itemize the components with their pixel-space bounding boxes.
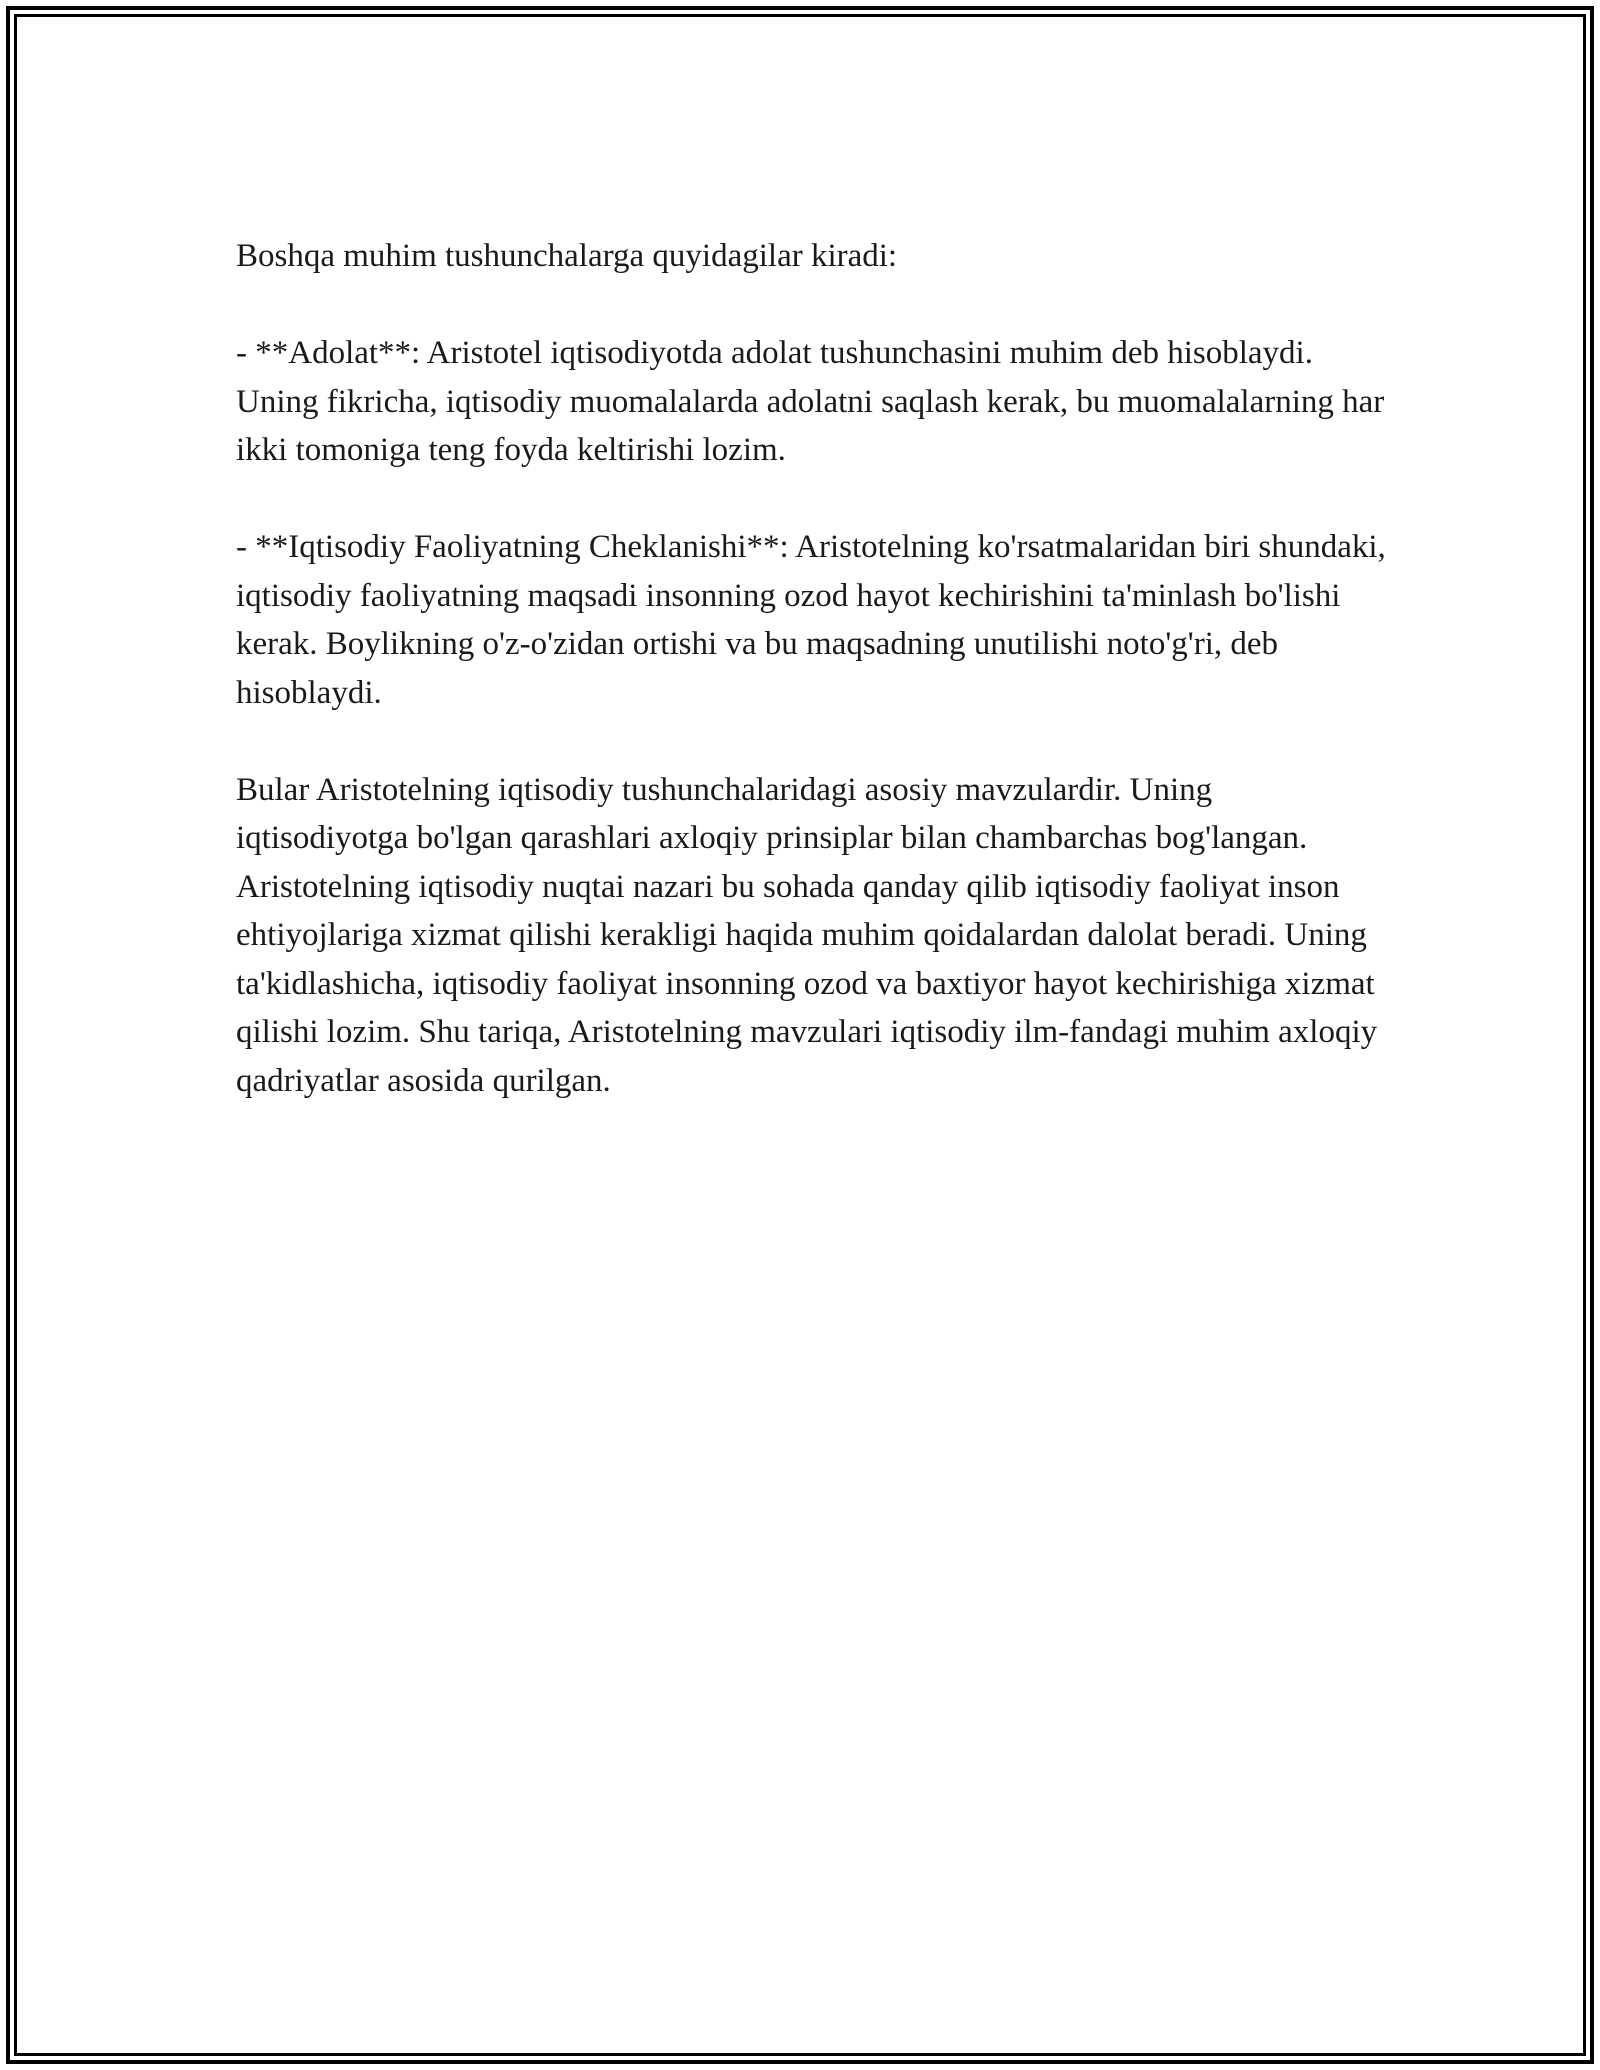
intro-paragraph: Boshqa muhim tushunchalarga quyidagilar kiradi: xyxy=(236,238,898,274)
document-body xyxy=(236,232,1386,1154)
conclusion-paragraph: Bular Aristotelning iqtisodiy tushunchalaridagi asosiy mavzulardir. Uning iqtisodiyotga bo'lgan qarashlari axloqiy prinsiplar bilan chambarchas bog'langan. Aristotelning iqtisodiy nuqtai nazari bu sohada qanday qilib iqtisodiy faoliyat inson ehtiyojlariga xizmat qilishi kerakligi haqida muhim qoidalardan dalolat beradi. Uning ta'kidlashicha, iqtisodiy faoliyat insonning ozod va baxtiyor hayot kechirishiga xizmat qilishi lozim. Shu tariqa, Aristotelning mavzulari iqtisodiy ilm-fandagi muhim axloqiy qadriyatlar asosida qurilgan. xyxy=(236,771,1378,1099)
faoliyat-paragraph: - **Iqtisodiy Faoliyatning Cheklanishi**: Aristotelning ko'rsatmalaridan biri shundaki, iqtisodiy faoliyatning maqsadi insonning ozod hayot kechirishini ta'minlash bo'lishi kerak. Boylikning o'z-o'zidan ortishi va bu maqsadning unutilishi noto'g'ri, deb hisoblaydi. xyxy=(236,529,1386,711)
adolat-paragraph: - **Adolat**: Aristotel iqtisodiyotda adolat tushunchasini muhim deb hisoblaydi. Uning fikricha, iqtisodiy muomalalarda adolatni saqlash kerak, bu muomalalarning har ikki tomoniga teng foyda keltirishi lozim. xyxy=(236,335,1385,468)
